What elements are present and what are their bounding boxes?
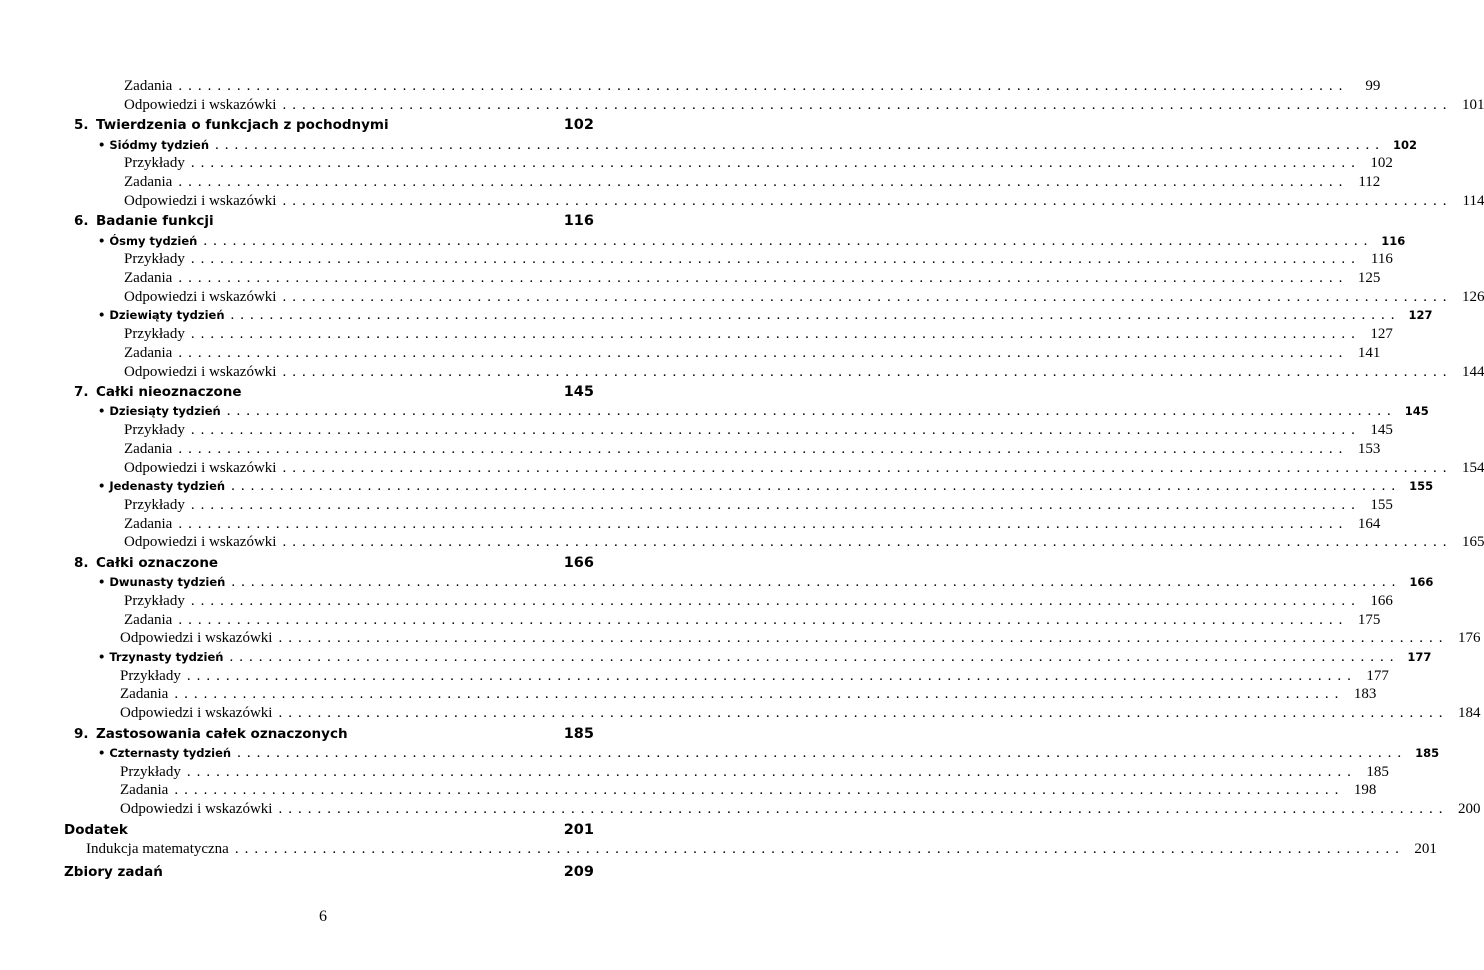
toc-entry-sub	[124, 174, 1381, 192]
toc-entry-sub2	[86, 841, 1437, 859]
toc-entry-title	[120, 764, 187, 781]
toc-page-number: 101	[1461, 96, 1484, 113]
entry-title-text: Odpowiedzi i wskazówki	[120, 801, 273, 818]
toc-entry-title	[124, 364, 282, 381]
toc-entry-title	[74, 213, 220, 229]
toc-page-number: 209	[563, 863, 594, 880]
toc-entry-title	[124, 612, 178, 629]
entry-title-text: Zadania	[124, 515, 173, 532]
toc-page-number: 185	[1415, 746, 1440, 760]
toc-page-number: 126	[1461, 288, 1484, 305]
dot-leader: ........................................................................................................................	[178, 78, 1349, 94]
dot-leader: ........................................................................................................................	[178, 174, 1349, 190]
toc-entry-sub	[120, 782, 1377, 800]
toc-entry-sub	[120, 630, 1481, 648]
toc-entry-sub	[124, 288, 1484, 307]
toc-entry-title	[124, 78, 178, 95]
toc-page-number: 127	[1408, 308, 1433, 323]
entry-title-text: Zastosowania całek oznaczonych	[96, 725, 348, 742]
toc-entry-sub	[124, 459, 1484, 478]
toc-page-number: 177	[1366, 667, 1389, 684]
toc-page-number: 177	[1407, 650, 1432, 664]
toc-entry-title	[124, 534, 282, 551]
toc-entry-chapter	[74, 726, 594, 744]
dot-leader: ........................................................................................................................	[282, 534, 1453, 551]
toc-page-number: 102	[1393, 137, 1418, 152]
toc-entry-title	[98, 404, 227, 418]
chapter-number: 6.	[74, 213, 89, 230]
toc-entry-week	[98, 745, 1440, 763]
toc-entry-chapter	[74, 117, 594, 135]
entry-title-text: Odpowiedzi i wskazówki	[124, 363, 277, 380]
toc-page-number: 201	[563, 821, 594, 838]
toc-entry-chapter	[74, 213, 594, 231]
entry-title-text: • Jedenasty tydzień	[98, 479, 226, 494]
entry-title-text: • Czternasty tydzień	[98, 746, 232, 760]
toc-entry-title	[120, 801, 278, 818]
entry-title-text: Odpowiedzi i wskazówki	[124, 288, 277, 305]
toc-entry-title	[74, 555, 224, 571]
toc-entry-title	[64, 822, 134, 838]
toc-page-number: 166	[1370, 592, 1393, 609]
toc-entry-title	[124, 460, 282, 477]
toc-page-number: 165	[1461, 534, 1484, 551]
toc-entry-sub	[124, 96, 1484, 115]
toc-entry-title	[124, 516, 178, 533]
toc-entry-sub	[124, 515, 1381, 534]
toc-entry-chapter	[64, 822, 594, 840]
toc-entry-title	[74, 117, 395, 133]
entry-title-text: Całki nieoznaczone	[96, 384, 242, 401]
dot-leader: ........................................................................................................................	[190, 422, 1361, 439]
toc-entry-title	[124, 441, 178, 458]
toc-page-number: 99	[1365, 78, 1381, 94]
dot-leader: ........................................................................................................................	[278, 705, 1449, 722]
entry-title-text: Odpowiedzi i wskazówki	[124, 192, 277, 209]
entry-title-text: Zadania	[124, 270, 173, 286]
toc-entry-title	[120, 705, 278, 722]
toc-page-number: 200	[1457, 801, 1481, 818]
toc-page-number: 201	[1414, 841, 1437, 857]
toc-entry-title	[74, 726, 354, 742]
toc-entry-week	[98, 649, 1432, 667]
entry-title-text: Przykłady	[120, 667, 181, 684]
entry-title-text: • Trzynasty tydzień	[98, 650, 224, 664]
toc-entry-sub	[124, 251, 1393, 269]
entry-title-text: Indukcja matematyczna	[86, 841, 229, 857]
entry-title-text: Odpowiedzi i wskazówki	[120, 630, 273, 647]
page-number: 6	[319, 908, 327, 925]
dot-leader: ........................................................................................................................	[203, 232, 1374, 249]
entry-title-text: Całki oznaczone	[96, 555, 219, 571]
toc-entry-title	[120, 630, 278, 647]
entry-title-text: Twierdzenia o funkcjach z pochodnymi	[96, 117, 389, 134]
toc-entry-title	[124, 97, 282, 114]
entry-title-text: Przykłady	[124, 592, 185, 609]
entry-title-text: Zadania	[124, 174, 173, 190]
entry-title-text: Zadania	[124, 440, 173, 457]
entry-title-text: Przykłady	[124, 496, 185, 513]
dot-leader: ........................................................................................................................	[190, 155, 1361, 172]
entry-title-text: Odpowiedzi i wskazówki	[124, 534, 277, 551]
dot-leader: ........................................................................................................................	[230, 307, 1401, 324]
toc-entry-sub	[124, 270, 1381, 288]
toc-entry-title	[124, 251, 191, 268]
toc-entry-title	[124, 593, 191, 610]
toc-page-number: 102	[1370, 155, 1393, 172]
toc-page-number: 198	[1353, 782, 1377, 799]
toc-entry-sub	[124, 592, 1393, 611]
dot-leader: ........................................................................................................................	[226, 403, 1397, 420]
dot-leader: ........................................................................................................................	[234, 841, 1405, 857]
toc-entry-sub	[124, 326, 1393, 344]
entry-title-text: Dodatek	[64, 821, 128, 838]
toc-page-number: 155	[1409, 479, 1434, 494]
toc-page-number: 154	[1461, 459, 1484, 476]
chapter-number: 8.	[74, 555, 89, 571]
dot-leader: ........................................................................................................................	[190, 251, 1361, 268]
chapter-number: 9.	[74, 725, 89, 742]
toc-entry-week	[98, 574, 1434, 592]
toc-entry-title	[98, 479, 231, 493]
dot-leader: ........................................................................................................................	[174, 686, 1345, 703]
toc-entry-week	[98, 136, 1418, 155]
dot-leader: ........................................................................................................................	[215, 136, 1386, 153]
entry-title-text: Przykłady	[124, 326, 185, 343]
toc-entry-sub	[124, 534, 1484, 552]
toc-page-number: 116	[563, 213, 594, 230]
entry-title-text: • Siódmy tydzień	[98, 137, 210, 152]
toc-entry-sub	[120, 801, 1481, 819]
dot-leader: ........................................................................................................................	[278, 801, 1449, 818]
toc-page-number: 153	[1357, 440, 1381, 457]
chapter-number: 5.	[74, 117, 89, 134]
toc-entry-chapter	[74, 555, 594, 573]
entry-title-text: Zadania	[120, 686, 169, 703]
toc-entry-title	[98, 308, 231, 322]
dot-leader: ........................................................................................................................	[237, 745, 1408, 761]
dot-leader: ........................................................................................................................	[282, 459, 1453, 476]
toc-entry-title	[124, 193, 282, 210]
dot-leader: ........................................................................................................................	[178, 611, 1349, 628]
toc-page-number: 112	[1358, 174, 1381, 190]
toc-page-number: 166	[563, 555, 594, 571]
toc-entry-title	[98, 234, 203, 248]
toc-page-number: 183	[1353, 686, 1377, 703]
toc-page-number: 175	[1357, 611, 1381, 628]
entry-title-text: • Dziewiąty tydzień	[98, 308, 225, 323]
toc-entry-sub	[124, 611, 1381, 630]
toc-entry-title	[64, 864, 169, 880]
toc-page-number: 145	[1370, 422, 1393, 439]
toc-entry-sub	[124, 192, 1484, 211]
toc-entry-title	[124, 497, 191, 514]
toc-page-number: 145	[1404, 404, 1429, 419]
toc-page-number: 184	[1457, 705, 1481, 722]
chapter-number: 7.	[74, 384, 89, 401]
toc-entry-title	[124, 174, 178, 191]
toc-entry-title	[74, 384, 247, 400]
entry-title-text: • Ósmy tydzień	[98, 233, 198, 248]
toc-entry-title	[124, 155, 191, 172]
dot-leader: ........................................................................................................................	[178, 270, 1349, 286]
toc-page-number: 166	[1409, 575, 1434, 590]
toc-entry-sub	[124, 363, 1484, 382]
toc-entry-week	[98, 478, 1434, 496]
toc-entry-week	[98, 307, 1433, 325]
dot-leader: ........................................................................................................................	[186, 763, 1357, 780]
toc-entry-sub	[124, 78, 1381, 96]
entry-title-text: Odpowiedzi i wskazówki	[124, 459, 277, 476]
entry-title-text: Przykłady	[124, 422, 185, 439]
toc-entry-title	[120, 686, 174, 703]
toc-page-number: 116	[1381, 233, 1406, 248]
toc-entry-title	[124, 289, 282, 306]
toc-entry-sub	[124, 496, 1393, 515]
dot-leader: ........................................................................................................................	[282, 288, 1453, 305]
entry-title-text: • Dziesiąty tydzień	[98, 404, 221, 419]
toc-entry-week	[98, 232, 1406, 251]
dot-leader: ........................................................................................................................	[278, 630, 1449, 647]
entry-title-text: Przykłady	[124, 251, 185, 268]
toc-page-number: 145	[563, 384, 594, 401]
toc-entry-title	[98, 138, 215, 152]
dot-leader: ........................................................................................................................	[190, 326, 1361, 343]
toc-page-number: 102	[563, 117, 594, 134]
entry-title-text: Zadania	[120, 782, 169, 799]
entry-title-text: Odpowiedzi i wskazówki	[120, 705, 273, 722]
toc-entry-sub	[120, 686, 1377, 704]
toc-entry-title	[98, 746, 237, 760]
entry-title-text: Zadania	[124, 344, 173, 361]
toc-page-number: 144	[1461, 363, 1484, 380]
dot-leader: ........................................................................................................................	[231, 478, 1402, 495]
toc-entry-title	[124, 326, 191, 343]
entry-title-text: Zadania	[124, 611, 173, 628]
toc-page-number: 185	[1366, 763, 1389, 780]
dot-leader: ........................................................................................................................	[186, 667, 1357, 684]
dot-leader: ........................................................................................................................	[282, 96, 1453, 113]
toc-page-number: 155	[1370, 496, 1393, 513]
toc-entry-title	[120, 782, 174, 799]
toc-page-number: 125	[1357, 270, 1381, 286]
dot-leader: ........................................................................................................................	[190, 496, 1361, 513]
toc-entry-title	[120, 668, 187, 685]
entry-title-text: Odpowiedzi i wskazówki	[124, 96, 277, 113]
toc-entry-sub	[120, 763, 1389, 782]
toc-page-number: 176	[1457, 630, 1481, 647]
toc-entry-sub	[124, 155, 1393, 173]
entry-title-text: • Dwunasty tydzień	[98, 575, 226, 590]
toc-page-number: 116	[1370, 251, 1393, 268]
toc-entry-title	[124, 270, 178, 287]
toc-entry-title	[124, 345, 178, 362]
entry-title-text: Przykłady	[120, 763, 181, 780]
toc-entry-chapter	[64, 864, 594, 882]
toc-entry-sub	[120, 667, 1389, 686]
toc-entry-sub	[120, 705, 1481, 723]
entry-title-text: Zadania	[124, 78, 173, 94]
toc-entry-title	[86, 841, 235, 858]
toc-page-number: 114	[1462, 192, 1484, 209]
dot-leader: ........................................................................................................................	[178, 440, 1349, 457]
dot-leader: ........................................................................................................................	[178, 515, 1349, 532]
toc-entry-week	[98, 403, 1429, 421]
dot-leader: ........................................................................................................................	[174, 782, 1345, 799]
dot-leader: ........................................................................................................................	[282, 363, 1453, 380]
toc-page-number: 164	[1357, 515, 1381, 532]
toc-entry-title	[98, 575, 231, 589]
toc-entry-title	[124, 422, 191, 439]
entry-title-text: Badanie funkcji	[96, 213, 214, 230]
dot-leader: ........................................................................................................................	[178, 344, 1349, 361]
dot-leader: ........................................................................................................................	[190, 592, 1361, 609]
dot-leader: ........................................................................................................................	[282, 192, 1453, 209]
toc-entry-sub	[124, 440, 1381, 459]
dot-leader: ........................................................................................................................	[229, 649, 1400, 665]
entry-title-text: Zbiory zadań	[64, 863, 163, 880]
dot-leader: ........................................................................................................................	[231, 574, 1402, 591]
toc-entry-sub	[124, 344, 1381, 363]
toc-entry-title	[98, 650, 229, 664]
toc-entry-chapter	[74, 384, 594, 402]
entry-title-text: Przykłady	[124, 155, 185, 172]
toc-entry-sub	[124, 422, 1393, 440]
toc-page-number: 141	[1357, 344, 1381, 361]
toc-page-number: 127	[1370, 326, 1393, 343]
toc-page-number: 185	[563, 725, 594, 742]
